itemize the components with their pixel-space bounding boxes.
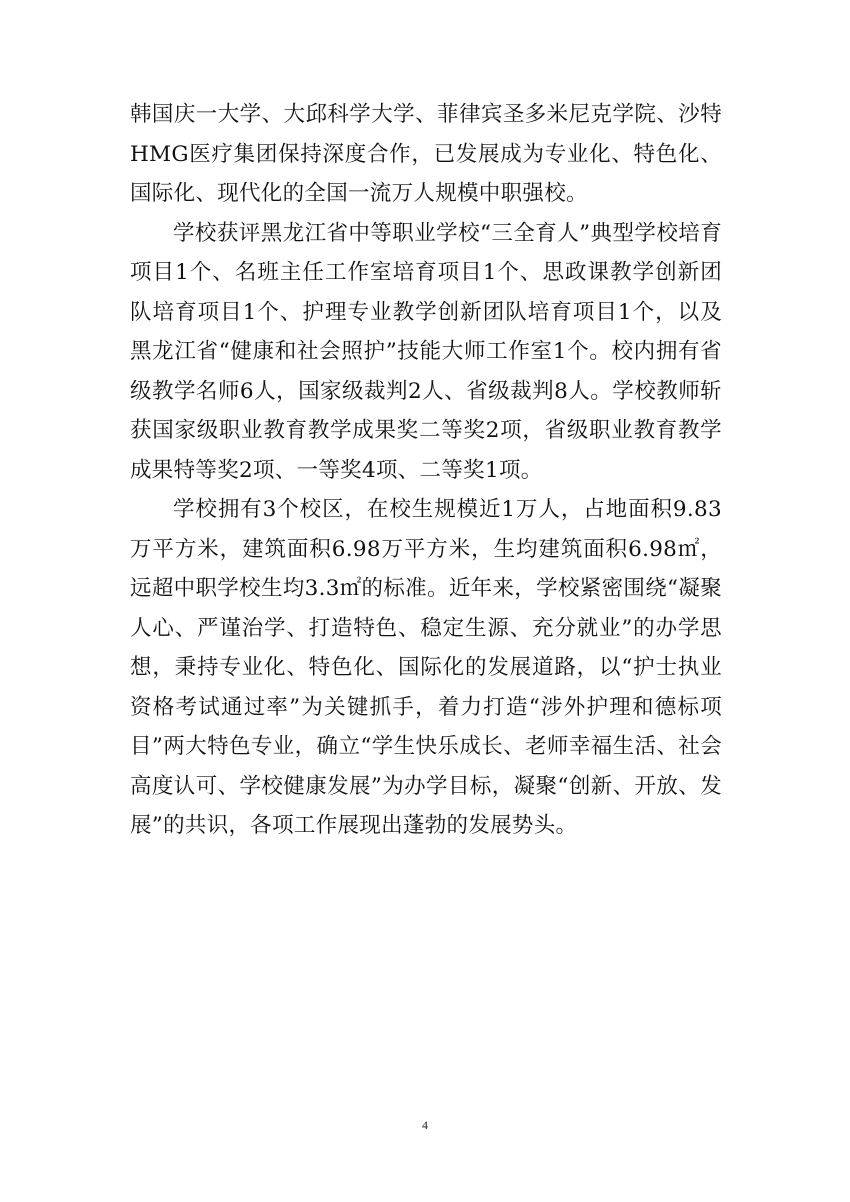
paragraph-honors: 学校获评黑龙江省中等职业学校“三全育人”典型学校培育项目1个、名班主任工作室培育项目1个、思政课教学创新团队培育项目1个、护理专业教学创新团队培育项目1个，以及黑龙江省“健康和社会照护”技能大师工作室1个。校内拥有省级教学名师6人，国家级裁判2人、省级裁判8人。学校教师斩获国家级职业教育教学成果奖二等奖2项，省级职业教育教学成果特等奖2项、一等奖4项、二等奖1项。 (130, 220, 722, 483)
page-number: 4 (422, 1118, 428, 1132)
page-body (130, 95, 722, 846)
paragraph-cooperation: 韩国庆一大学、大邱科学大学、菲律宾圣多米尼克学院、沙特HMG医疗集团保持深度合作，已发展成为专业化、特色化、国际化、现代化的全国一流万人规模中职强校。 (130, 102, 722, 206)
paragraph-campus: 学校拥有3个校区，在校生规模近1万人，占地面积9.83万平方米，建筑面积6.98万平方米，生均建筑面积6.98㎡，远超中职学校生均3.3㎡的标准。近年来，学校紧密围绕“凝聚人心、严谨治学、打造特色、稳定生源、充分就业”的办学思想，秉持专业化、特色化、国际化的发展道路，以“护士执业资格考试通过率”为关键抓手，着力打造“涉外护理和德标项目”两大特色专业，确立“学生快乐成长、老师幸福生活、社会高度认可、学校健康发展”为办学目标，凝聚“创新、开放、发展”的共识，各项工作展现出蓬勃的发展势头。 (130, 497, 722, 838)
